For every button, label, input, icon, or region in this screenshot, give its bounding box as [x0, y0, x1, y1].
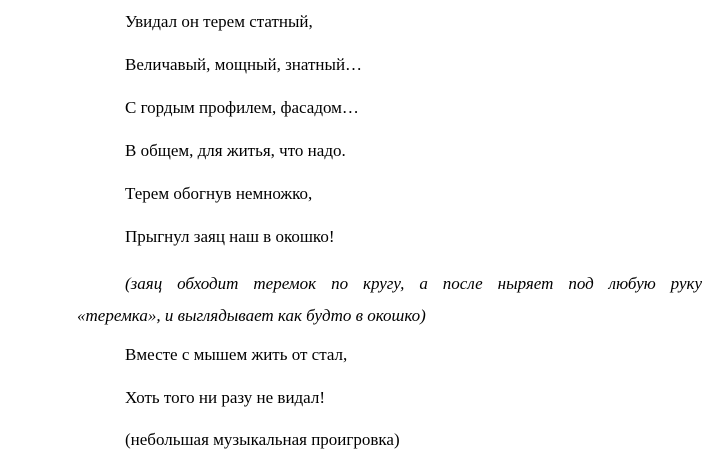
poem-line: В общем, для житья, что надо. [125, 141, 346, 160]
stage-direction-line-2: «теремка», и выглядывает как будто в окошко) [77, 306, 426, 325]
poem-line: Увидал он терем статный, [125, 12, 313, 31]
stage-direction-line-1: (заяц обходит теремок по кругу, а после ныряет под любую руку [125, 274, 702, 293]
poem-line: Хоть того ни разу не видал! [125, 388, 326, 407]
poem-line: Прыгнул заяц наш в окошко! [125, 227, 335, 246]
poem-line: Терем обогнув немножко, [125, 184, 313, 203]
poem-line: С гордым профилем, фасадом… [125, 98, 359, 117]
poem-line: Величавый, мощный, знатный… [125, 55, 363, 74]
stage-direction [77, 268, 702, 332]
music-interlude-note: (небольшая музыкальная проигровка) [125, 430, 400, 449]
poem-line: Вместе с мышем жить от стал, [125, 345, 348, 364]
